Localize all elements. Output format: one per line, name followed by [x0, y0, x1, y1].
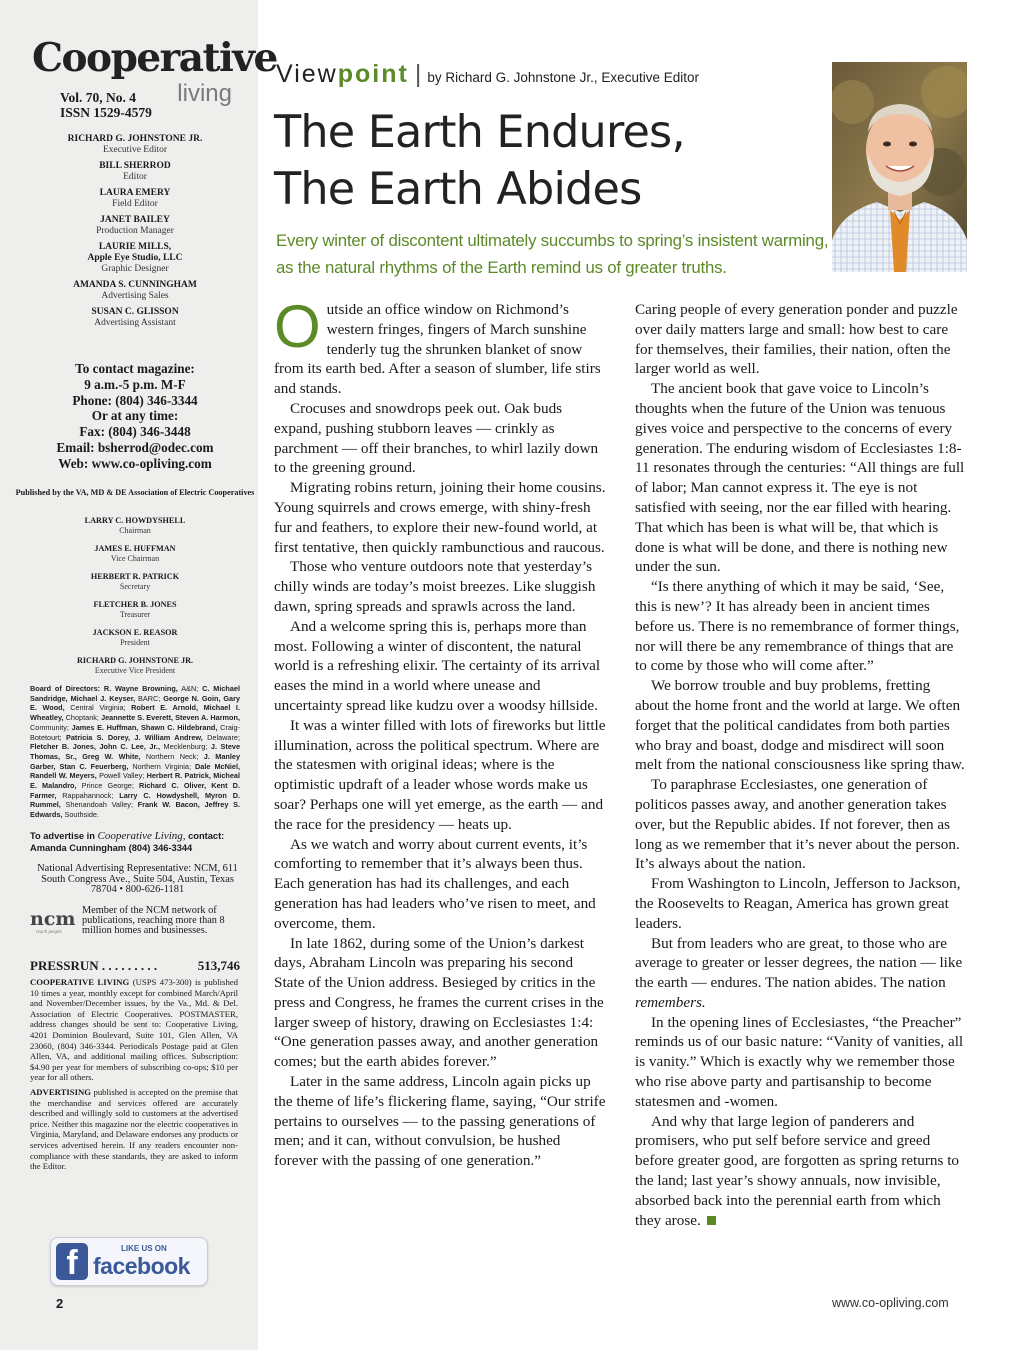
staff-role: Advertising Sales — [101, 291, 169, 301]
officer-entry — [14, 544, 256, 563]
volume-number: Vol. 70, No. 4 — [60, 90, 137, 105]
staff-name: SUSAN C. GLISSON — [91, 307, 179, 317]
staff-entry — [14, 280, 256, 301]
contact-hours: 9 a.m.-5 p.m. M-F — [84, 376, 186, 392]
board-cooperative-name: Shenandoah Valley; — [60, 800, 138, 810]
officer-role: President — [120, 637, 150, 647]
board-member-names: Board of Directors: R. Wayne Browning, — [30, 684, 178, 693]
staff-entry — [14, 307, 256, 328]
officer-entry — [14, 572, 256, 591]
officers-list — [14, 516, 256, 684]
ncm-logo-tagline: reach people — [36, 930, 62, 935]
facebook-like-label: LIKE US ON — [121, 1244, 167, 1253]
board-member-names: James E. Huffman, Shawn C. Hildebrand, — [71, 722, 218, 732]
officer-name: HERBERT R. PATRICK — [90, 572, 180, 581]
advertise-publication: Cooperative Living, — [97, 830, 186, 842]
postal-info — [30, 977, 238, 1172]
ncm-logo-icon — [30, 908, 75, 938]
byline: by Richard G. Johnstone Jr., Executive Editor — [427, 70, 699, 85]
staff-entry — [14, 215, 256, 236]
officer-role: Secretary — [119, 581, 151, 591]
article-paragraph: As we watch and worry about current events, it’s comforting to remember that it’s always been thus. Each generation has had its challenges, and each generation has had leaders who’ve risen to meet, and overcome, them. — [274, 835, 596, 932]
board-cooperative-name: Rappahannock; — [56, 790, 120, 800]
article-paragraph: Caring people of every generation ponder and puzzle over daily matters large and small: how best to care for themselves, their families, their nation, often the larger world as well. — [635, 301, 958, 378]
logo-wordmark: Cooperative — [32, 35, 277, 81]
officer-entry — [14, 516, 256, 535]
pressrun-label: PRESSRUN . . . . . . . . . — [30, 958, 158, 973]
facebook-like-button[interactable] — [50, 1237, 208, 1286]
masthead-sidebar — [0, 0, 277, 1350]
staff-role: Editor — [123, 172, 147, 182]
staff-name: LAURA EMERY — [99, 188, 171, 198]
board-cooperative-name: Community; — [30, 722, 72, 732]
board-member-names: J. Steve Thomas, Sr., Greg W. White, — [30, 742, 240, 761]
contact-fax: Fax: (804) 346-3448 — [79, 424, 191, 440]
staff-entry — [14, 188, 256, 209]
article-paragraph — [635, 934, 967, 1013]
board-of-directors — [30, 684, 240, 820]
board-member-names: Richard C. Oliver, Kent D. Farmer, — [30, 781, 240, 800]
staff-name: RICHARD G. JOHNSTONE JR. — [67, 134, 203, 144]
published-by: Published by the VA, MD & DE Association of Electric Cooperatives — [15, 488, 255, 497]
contact-heading: To contact magazine: — [75, 361, 195, 376]
officer-name: LARRY C. HOWDYSHELL — [84, 516, 186, 525]
article-column-1 — [274, 293, 606, 1171]
board-cooperative-name: BARC; — [135, 693, 164, 703]
officer-role: Chairman — [119, 525, 151, 535]
officer-entry — [14, 628, 256, 647]
issn: ISSN 1529-4579 — [60, 105, 152, 120]
board-member-names: Larry C. Howdyshell, Myron D. Rummel, — [30, 790, 240, 810]
officer-entry — [14, 656, 256, 675]
square-end-mark-icon — [707, 1216, 716, 1225]
article-paragraph: To paraphrase Ecclesiastes, one generation of politicos passes away, and another generation takes over, but the Republic abides. If not forever, then as long as we remember that it’s never about the person. It’s always about the nation. — [635, 776, 960, 873]
staff-name: JANET BAILEY — [100, 215, 170, 225]
advertise-post: contact: — [185, 831, 225, 841]
section-view: View — [276, 60, 338, 88]
section-point: point — [337, 60, 409, 88]
officer-name: JAMES E. HUFFMAN — [94, 544, 176, 553]
article-title — [274, 104, 834, 218]
logo-living-word: living — [177, 80, 232, 107]
officer-role: Vice Chairman — [110, 553, 160, 563]
postal-heading: COOPERATIVE LIVING — [30, 977, 130, 987]
staff-role: Field Editor — [112, 199, 158, 209]
staff-name: BILL SHERROD — [99, 161, 171, 171]
officer-role: Treasurer — [119, 609, 151, 619]
article-paragraph: In late 1862, during some of the Union’s darkest days, Abraham Lincoln was preparing his second State of the Union address. Besieged by critics in the press and Congress, he frames the current crises in the larger sweep of history, drawing on Ecclesiastes 1:4: “One generation passes away, and another generation comes; but the earth abides forever.” — [274, 934, 604, 1071]
staff-list — [14, 134, 256, 334]
board-member-names: J. Manley Garber, Stan C. Feuerberg, — [30, 751, 241, 771]
pressrun-value: 513,746 — [197, 958, 240, 973]
ncm-logo-text: ncm — [30, 908, 76, 930]
board-cooperative-name: Northern Neck; — [140, 751, 204, 761]
staff-role: Advertising Assistant — [94, 318, 176, 328]
ncm-member-text: Member of the NCM network of publications, reaching more than 8 million homes and businesses. — [82, 905, 225, 936]
contact-block — [14, 361, 256, 472]
title-line-2: The Earth Abides — [274, 164, 642, 215]
article-paragraph: The ancient book that gave voice to Lincoln’s thoughts when the future of the Union was tenuous gives voice and perspective to the concerns of every generation. The enduring wisdom of Ecclesiastes 1:8-11 resonates through the centuries: “All things are full of labor; Man cannot express it. The eye is not satisfied with seeing, nor the ear filled with hearing. That which has been is what will be, that which is done is what will be done, and there is nothing new under the sun. — [635, 380, 965, 576]
drop-cap: O — [274, 293, 321, 360]
footer-website: www.co-opliving.com — [832, 1296, 949, 1310]
board-member-names: Jeannette S. Everett, Steven A. Harmon, — [101, 713, 240, 723]
article-paragraph: Later in the same address, Lincoln again picks up the theme of life’s flickering flame, saying, “Our strife pertains to ourselves — to the passing generations of men; and it can, without convulsion, be hushed forever with the passing of one generation.” — [274, 1073, 606, 1170]
board-member-names: Robert E. Arnold, Michael I. Wheatley, — [30, 703, 240, 723]
board-member-names: Dale McNiel, Randell W. Meyers, — [30, 761, 240, 781]
article-paragraph: Crocuses and snowdrops peek out. Oak buds expand, pushing stubborn leaves — crinkly as parchment — off their branches, to whirl lazily down to the greening ground. — [274, 399, 599, 477]
author-portrait-image — [832, 62, 967, 272]
article-paragraph: In the opening lines of Ecclesiastes, “the Preacher” reminds us of our basic nature: “Vanity of vanities, all is vanity.” Which is exactly why we remember those who rise above party and partisanship to become statesmen and -women. — [635, 1013, 964, 1110]
board-member-names: George N. Goin, Gary E. Wood, — [30, 693, 240, 713]
article-deck: Every winter of discontent ultimately succumbs to spring’s insistent warming, as the natural rhythms of the Earth remind us of greater truths. — [276, 231, 829, 277]
officer-name: FLETCHER B. JONES — [93, 600, 177, 609]
staff-role: Graphic Designer — [101, 264, 169, 274]
viewpoint-header — [276, 60, 699, 90]
pressrun — [30, 958, 240, 974]
contact-email: Email: bsherrod@odec.com — [56, 439, 214, 455]
facebook-icon: f — [56, 1243, 88, 1280]
remembers-emphasis: remembers. — [635, 993, 706, 1011]
board-member-names: Fletcher B. Jones, John C. Lee, Jr., — [30, 742, 160, 752]
staff-name: AMANDA S. CUNNINGHAM — [73, 280, 197, 290]
board-cooperative-name: Mecklenburg; — [159, 742, 211, 752]
postal-text: (USPS 473-300) is published 10 times a year, monthly except for combined March/April and November/December issues, by the Va., Md. & Del. Association of Electric Cooperatives. POSTMASTER, address changes should be sent to: Cooperative Living, 4201 Dominion Boulevard, Suite 101, Glen Allen, VA 23060, (804) 346-3344. Periodicals Postage paid at Glen Allen, VA, and additional mailing offices. Subscription: $4.90 per year for members of subscribing co-ops; $10 per year for all others. — [30, 977, 238, 1083]
ncm-representative: National Advertising Representative: NCM, 611 South Congress Ave., Suite 504, Austin, Texas 78704 • 800-626-1181 — [37, 863, 238, 895]
volume-info — [60, 90, 152, 120]
article-paragraph: And a welcome spring this is, perhaps more than most. Following a winter of discontent, the natural world is a refreshing elixir. The certainty of its arrival eases the mind in a world where unease and uncertainty spread like kudzu over a woodsy hillside. — [274, 617, 601, 714]
board-cooperative-name: Powell Valley; — [96, 771, 147, 781]
advertising-heading: ADVERTISING — [30, 1086, 92, 1097]
officer-name: JACKSON E. REASOR — [92, 628, 178, 637]
board-member-names: Patricia S. Dorey, J. William Andrew, — [65, 732, 203, 742]
article-paragraph — [635, 1112, 967, 1231]
staff-entry — [14, 242, 256, 274]
board-cooperative-name: Central Virginia; — [64, 703, 132, 713]
staff-entry — [14, 134, 256, 155]
board-member-names: Herbert R. Patrick, Micheal E. Malandro, — [30, 771, 241, 791]
staff-entry — [14, 161, 256, 182]
officer-name: RICHARD G. JOHNSTONE JR. — [76, 656, 194, 665]
board-cooperative-name: Southside. — [62, 810, 99, 820]
staff-role: Production Manager — [96, 226, 174, 236]
article-paragraph: “Is there anything of which it may be said, ‘See, this is new’? It has already been in ancient times before us. There is no remembrance of former things, nor will there be any remembrance of things that are to come by those who will come after.” — [635, 578, 960, 675]
contact-anytime: Or at any time: — [91, 408, 179, 424]
board-member-names: Frank W. Bacon, Jeffrey S. Edwards, — [30, 800, 240, 820]
section-separator: | — [414, 60, 422, 88]
article-paragraph: Those who venture outdoors note that yesterday’s chilly winds are today’s moist breezes. Like sluggish dawn, spring spreads and sprawls across the land. — [274, 558, 596, 615]
article-paragraph: From Washington to Lincoln, Jefferson to Jackson, the Roosevelts to Reagan, America has grown great leaders. — [635, 875, 961, 932]
officer-role: Executive Vice President — [94, 665, 176, 675]
advertising-text: published is accepted on the premise that the merchandise and services offered are accurately described and willingly sold to customers at the advertised price. Neither this magazine nor the electric cooperatives in Virginia, Maryland, and Delaware endorses any products or services advertised herein. If any readers encounter non-compliance with these standards, they are asked to inform the Editor. — [30, 1086, 238, 1172]
title-line-1: The Earth Endures, — [274, 107, 685, 158]
staff-company: Apple Eye Studio, LLC — [87, 253, 183, 263]
board-member-names: C. Michael Sandridge, Michael J. Keyser, — [30, 684, 241, 703]
board-cooperative-name: Northern Virginia; — [128, 761, 196, 771]
advertise-pre: To advertise in — [30, 831, 98, 841]
board-cooperative-name: Delaware; — [202, 732, 241, 742]
page-number: 2 — [56, 1296, 64, 1311]
board-cooperative-name: Prince George; — [76, 781, 140, 791]
article-paragraph: It was a winter filled with lots of fireworks but little illumination, across the political spectrum. Where are the statesmen with original ideas; where is the optimistic updraft of a leader whose words make us soar? Perhaps one will yet emerge, as the earth — and the race for the presidency — heats up. — [274, 716, 606, 833]
officer-entry — [14, 600, 256, 619]
author-photo — [832, 62, 967, 272]
first-paragraph-text: utside an office window on Richmond’s western fringes, fingers of March sunshine tenderly tug the shrunken blanket of snow from its earth bed. After a season of slumber, life stirs and stands. — [274, 301, 601, 398]
contact-phone: Phone: (804) 346-3344 — [72, 392, 198, 408]
staff-name: LAURIE MILLS, — [98, 242, 172, 252]
board-cooperative-name: Craig-Botetourt; — [30, 722, 240, 742]
facebook-wordmark: facebook — [93, 1253, 190, 1279]
advertise-contact: Amanda Cunningham (804) 346-3344 — [30, 843, 193, 853]
remembers-text: But from leaders who are great, to those who are average to greater or lesser degrees, the nation — like the earth — endures. The nation abides. The nation — [635, 934, 963, 992]
final-paragraph-text: And why that large legion of panderers and promisers, who put self before service and greed before greater good, are forgotten as spring returns to the land; last year’s showy annuals, now invisible, absorbed back into the perennial earth from which they arose. — [635, 1112, 960, 1229]
article-paragraph — [274, 293, 606, 399]
board-cooperative-name: A&N; — [177, 684, 203, 693]
staff-role: Executive Editor — [102, 145, 168, 155]
article-paragraph: Migrating robins return, joining their home cousins. Young squirrels and crows emerge, with shiny-fresh fur and feathers, to explore their new-found world, at first tentative, then quickly rambunctious and raucous. — [274, 479, 606, 556]
contact-web: Web: www.co-opliving.com — [58, 455, 212, 471]
advertise-info — [30, 830, 245, 854]
board-cooperative-name: Choptank; — [63, 713, 102, 723]
article-paragraph: We borrow trouble and buy problems, fretting about the home front and the world at large. We often forget that the political candidates from both parties who bray and boast, dodge and misdirect will soon melt from the national consciousness like spring thaw. — [635, 677, 965, 774]
article-column-2 — [635, 300, 967, 1230]
